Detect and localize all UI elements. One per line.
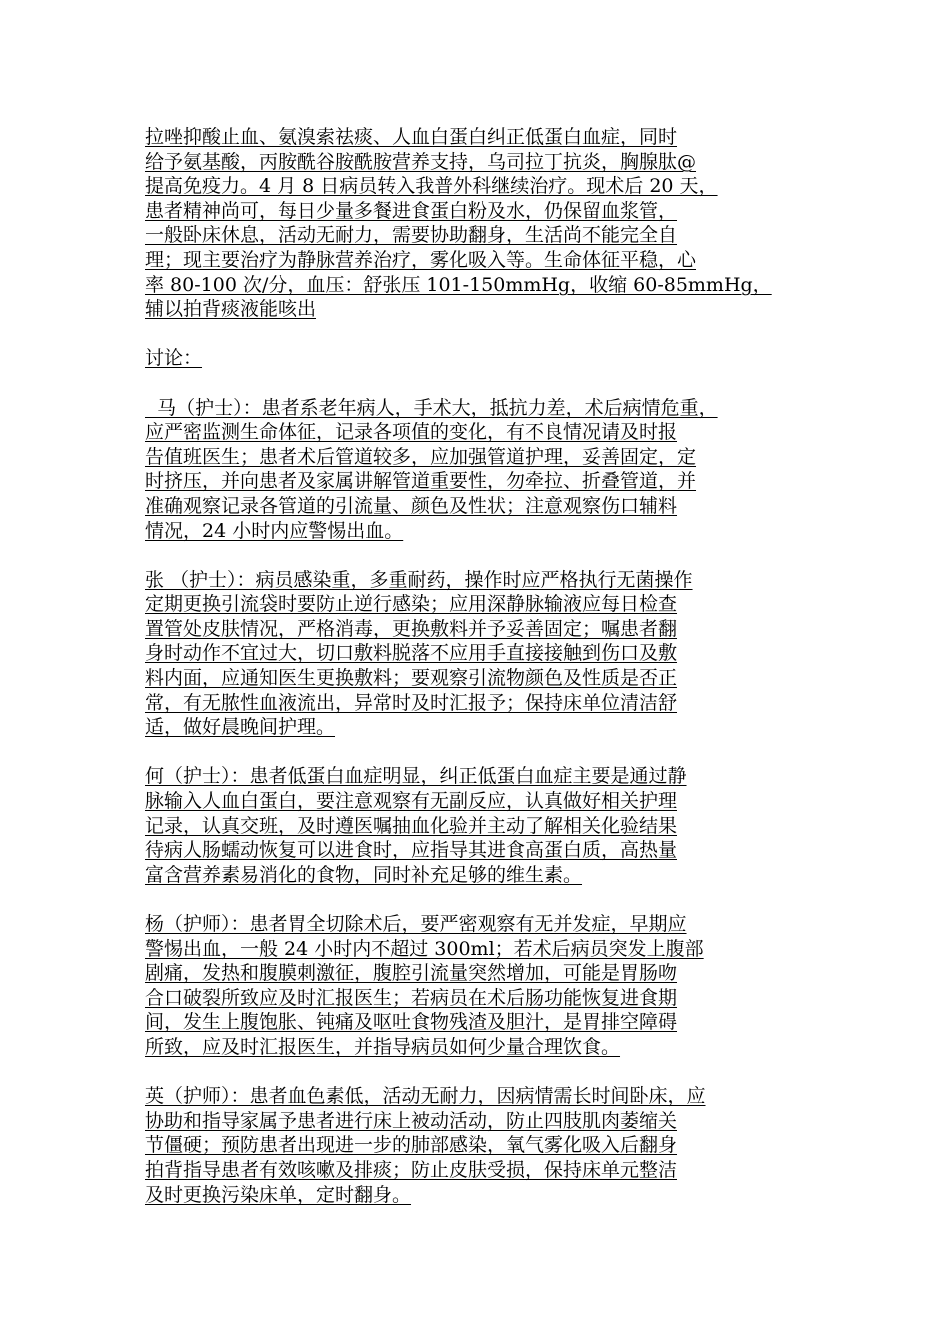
paragraph-line: 准确观察记录各管道的引流量、颜色及性状；注意观察伤口辅料 bbox=[145, 494, 678, 517]
paragraph-line: 警惕出血，一般 24 小时内不超过 300ml；若术后病员突发上腹部 bbox=[145, 937, 704, 960]
nurse-zhang-paragraph bbox=[145, 568, 813, 740]
paragraph-line: 料内面，应通知医生更换敷料；要观察引流物颜色及性质是否正 bbox=[145, 667, 678, 690]
paragraph-line: 节僵硬；预防患者出现进一步的肺部感染，氧气雾化吸入后翻身 bbox=[145, 1134, 678, 1157]
document-page bbox=[145, 125, 813, 1232]
paragraph-line: 间，发生上腹饱胀、钝痛及呕吐食物残渣及胆汁，是胃排空障碍 bbox=[145, 1011, 678, 1034]
paragraph-line: 拍背指导患者有效咳嗽及排痰；防止皮肤受损，保持床单元整洁 bbox=[145, 1158, 678, 1181]
paragraph-line: 何（护士）：患者低蛋白血症明显，纠正低蛋白血症主要是通过静 bbox=[145, 765, 687, 788]
nurse-ying-paragraph bbox=[145, 1084, 813, 1207]
nurse-he-paragraph bbox=[145, 764, 813, 887]
paragraph-line: 富含营养素易消化的食物，同时补充足够的维生素。 bbox=[145, 863, 583, 886]
paragraph-line: 所致，应及时汇报医生，并指导病员如何少量合理饮食。 bbox=[145, 1035, 621, 1058]
intro-line: 提高免疫力。4 月 8 日病员转入我普外科继续治疗。现术后 20 天， bbox=[145, 175, 718, 198]
paragraph-line: 定期更换引流袋时要防止逆行感染；应用深静脉输液应每日检查 bbox=[145, 593, 678, 616]
discussion-heading: 讨论： bbox=[145, 347, 203, 370]
intro-line: 拉唑抑酸止血、氨溴索祛痰、人血白蛋白纠正低蛋白血症，同时 bbox=[145, 126, 678, 148]
nurse-yang-paragraph bbox=[145, 912, 813, 1060]
intro-line: 率 80-100 次/分，血压：舒张压 101-150mmHg，收缩 60-85mmHg， bbox=[145, 273, 772, 296]
paragraph-line: 时挤压，并向患者及家属讲解管道重要性，勿牵拉、折叠管道，并 bbox=[145, 470, 697, 493]
paragraph-line: 及时更换污染床单，定时翻身。 bbox=[145, 1183, 412, 1206]
intro-line: 辅以拍背痰液能咳出 bbox=[145, 298, 317, 321]
paragraph-line: 常，有无脓性血液流出，异常时及时汇报予；保持床单位清洁舒 bbox=[145, 691, 678, 714]
paragraph-line: 脉输入人血白蛋白，要注意观察有无副反应，认真做好相关护理 bbox=[145, 790, 678, 813]
intro-line: 给予氨基酸，丙胺酰谷胺酰胺营养支持，乌司拉丁抗炎，胸腺肽@ bbox=[145, 150, 697, 173]
paragraph-line: 英（护师）：患者血色素低，活动无耐力，因病情需长时间卧床，应 bbox=[145, 1085, 706, 1108]
paragraph-line: 马（护士）：患者系老年病人，手术大，抵抗力差，术后病情危重， bbox=[145, 396, 718, 419]
paragraph-line: 适，做好晨晚间护理。 bbox=[145, 716, 336, 739]
paragraph-line: 协助和指导家属予患者进行床上被动活动，防止四肢肌肉萎缩关 bbox=[145, 1109, 678, 1132]
paragraph-line: 应严密监测生命体征，记录各项值的变化，有不良情况请及时报 bbox=[145, 421, 678, 444]
intro-paragraph bbox=[145, 125, 813, 322]
intro-line: 理；现主要治疗为静脉营养治疗，雾化吸入等。生命体征平稳，心 bbox=[145, 248, 697, 271]
nurse-ma-paragraph bbox=[145, 396, 813, 544]
paragraph-line: 告值班医生；患者术后管道较多，应加强管道护理，妥善固定，定 bbox=[145, 445, 697, 468]
paragraph-line: 置管处皮肤情况，严格消毒，更换敷料并予妥善固定；嘱患者翻 bbox=[145, 617, 678, 640]
paragraph-line: 合口破裂所致应及时汇报医生；若病员在术后肠功能恢复进食期 bbox=[145, 986, 678, 1009]
intro-line: 一般卧床休息，活动无耐力，需要协助翻身，生活尚不能完全自 bbox=[145, 224, 678, 247]
paragraph-line: 情况，24 小时内应警惕出血。 bbox=[145, 519, 404, 542]
paragraph-line: 身时动作不宜过大，切口敷料脱落不应用手直接接触到伤口及敷 bbox=[145, 642, 678, 665]
intro-line: 患者精神尚可，每日少量多餐进食蛋白粉及水，仍保留血浆管， bbox=[145, 199, 678, 222]
paragraph-line: 剧痛，发热和腹膜刺激征，腹腔引流量突然增加，可能是胃肠吻 bbox=[145, 962, 678, 985]
paragraph-line: 待病人肠蠕动恢复可以进食时，应指导其进食高蛋白质，高热量 bbox=[145, 839, 678, 862]
paragraph-line: 杨（护师）：患者胃全切除术后，要严密观察有无并发症，早期应 bbox=[145, 913, 687, 935]
paragraph-line: 记录，认真交班，及时遵医嘱抽血化验并主动了解相关化验结果 bbox=[145, 814, 678, 837]
paragraph-line: 张 （护士）：病员感染重，多重耐药，操作时应严格执行无菌操作 bbox=[145, 568, 693, 591]
